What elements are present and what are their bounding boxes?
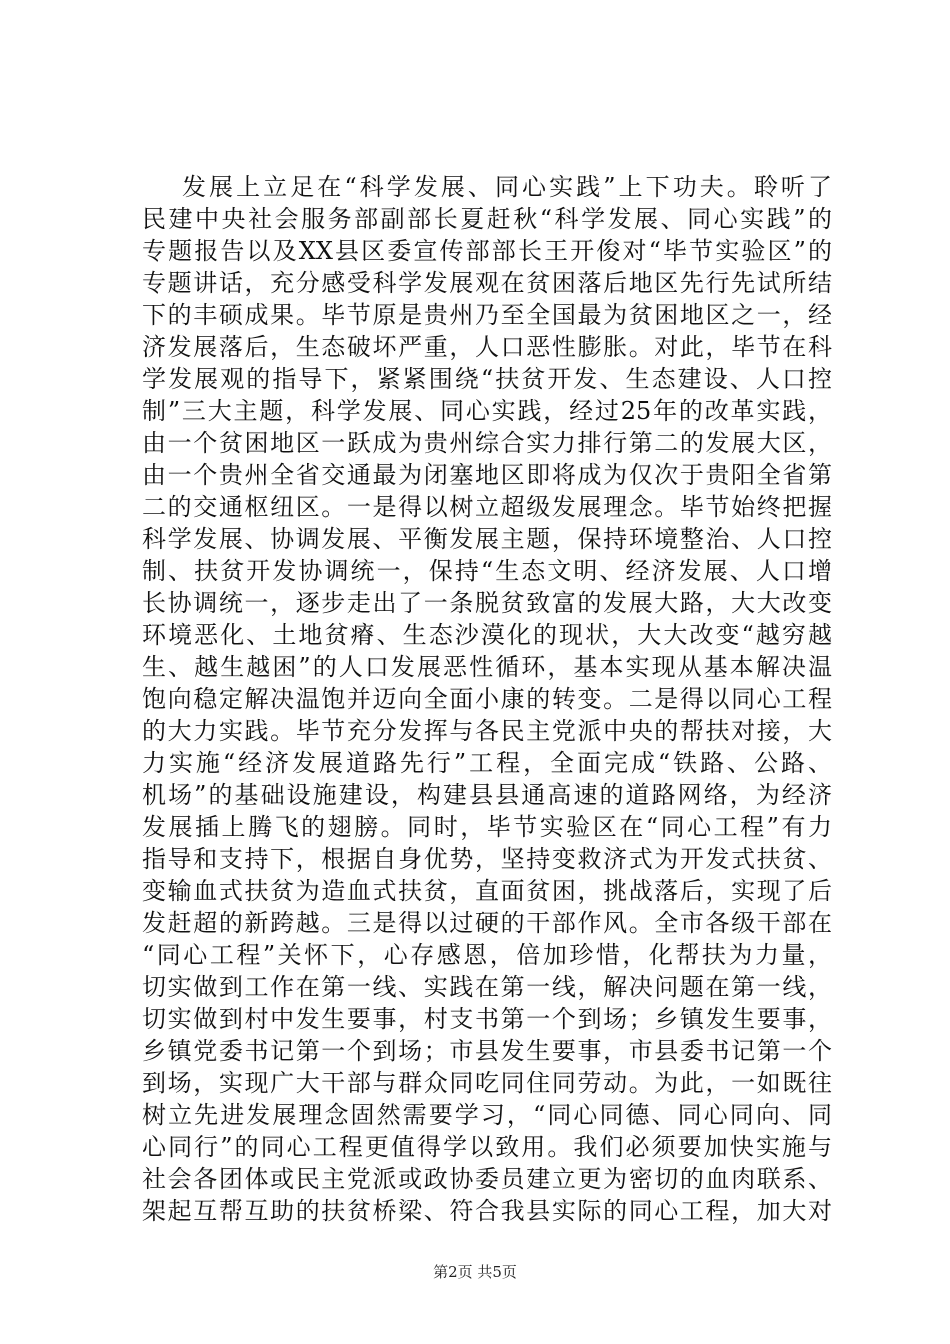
text-line: 树立先进发展理念固然需要学习，“同心同德、同心同向、同 (142, 1101, 832, 1129)
text-line: 生、越生越困”的人口发展恶性循环，基本实现从基本解决温 (142, 653, 832, 681)
text-line: 架起互帮互助的扶贫桥梁、符合我县实际的同心工程，加大对 (142, 1197, 832, 1225)
text-line: 机场”的基础设施建设，构建县县通高速的道路网络，为经济 (142, 781, 832, 809)
body-paragraph (142, 171, 832, 1227)
text-line: 发展上立足在“科学发展、同心实践”上下功夫。聆听了 (182, 173, 832, 201)
text-line: 学发展观的指导下，紧紧围绕“扶贫开发、生态建设、人口控 (142, 365, 832, 393)
page-number-footer: 第2页 共5页 (433, 1263, 517, 1281)
text-line: 长协调统一，逐步走出了一条脱贫致富的发展大路，大大改变 (142, 589, 832, 617)
text-line: 由一个贫困地区一跃成为贵州综合实力排行第二的发展大区， (142, 429, 832, 457)
text-line: 变输血式扶贫为造血式扶贫，直面贫困，挑战落后，实现了后 (142, 877, 832, 905)
text-line: 民建中央社会服务部副部长夏赶秋“科学发展、同心实践”的 (142, 205, 832, 233)
text-line: 制”三大主题，科学发展、同心实践，经过25年的改革实践， (142, 397, 832, 425)
text-line: 环境恶化、土地贫瘠、生态沙漠化的现状，大大改变“越穷越 (142, 621, 832, 649)
text-line: 社会各团体或民主党派或政协委员建立更为密切的血肉联系、 (142, 1165, 832, 1193)
text-line: 科学发展、协调发展、平衡发展主题，保持环境整治、人口控 (142, 525, 832, 553)
text-line: 发展插上腾飞的翅膀。同时，毕节实验区在“同心工程”有力 (142, 813, 832, 841)
text-line: 饱向稳定解决温饱并迈向全面小康的转变。二是得以同心工程 (142, 685, 832, 713)
text-line: 心同行”的同心工程更值得学以致用。我们必须要加快实施与 (142, 1133, 832, 1161)
text-line: 切实做到村中发生要事，村支书第一个到场；乡镇发生要事， (142, 1005, 832, 1033)
text-line: 指导和支持下，根据自身优势，坚持变救济式为开发式扶贫、 (142, 845, 832, 873)
text-line: 二的交通枢纽区。一是得以树立超级发展理念。毕节始终把握 (142, 493, 832, 521)
text-line: 乡镇党委书记第一个到场；市县发生要事，市县委书记第一个 (142, 1037, 832, 1065)
text-line: 力实施“经济发展道路先行”工程，全面完成“铁路、公路、 (142, 749, 832, 777)
text-line: 发赶超的新跨越。三是得以过硬的干部作风。全市各级干部在 (142, 909, 832, 937)
text-line: 由一个贵州全省交通最为闭塞地区即将成为仅次于贵阳全省第 (142, 461, 832, 489)
text-line: 切实做到工作在第一线、实践在第一线，解决问题在第一线， (142, 973, 832, 1001)
text-line: “同心工程”关怀下，心存感恩，倍加珍惜，化帮扶为力量， (142, 941, 832, 969)
text-line: 专题讲话，充分感受科学发展观在贫困落后地区先行先试所结 (142, 269, 832, 297)
text-line: 的大力实践。毕节充分发挥与各民主党派中央的帮扶对接，大 (142, 717, 832, 745)
text-line: 专题报告以及XX县区委宣传部部长王开俊对“毕节实验区”的 (142, 237, 832, 265)
text-line: 下的丰硕成果。毕节原是贵州乃至全国最为贫困地区之一，经 (142, 301, 832, 329)
text-line: 制、扶贫开发协调统一，保持“生态文明、经济发展、人口增 (142, 557, 832, 585)
text-line: 济发展落后，生态破坏严重，人口恶性膨胀。对此，毕节在科 (142, 333, 832, 361)
text-line: 到场，实现广大干部与群众同吃同住同劳动。为此，一如既往 (142, 1069, 832, 1097)
